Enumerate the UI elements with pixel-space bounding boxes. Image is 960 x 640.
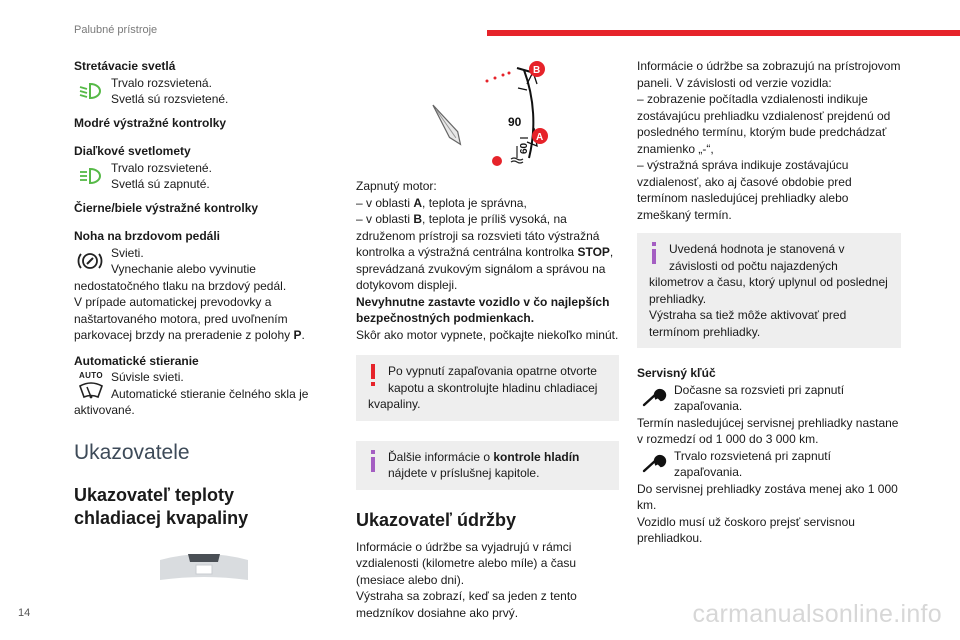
instrument-panel-icon: [158, 550, 250, 584]
wait-text: Skôr ako motor vypnete, počkajte niekoľko minút.: [356, 327, 619, 342]
service-key-text-1: Termín nasledujúcej servisnej prehliadky nastane v rozmedzí od 1 000 do 3 000 km.: [637, 415, 899, 446]
brake-line-1: Svieti.: [111, 245, 144, 260]
service-indicator-heading: Ukazovateľ údržby: [356, 509, 516, 530]
info-icon: [370, 450, 374, 477]
info-note-suffix: nájdete v príslušnej kapitole.: [388, 466, 540, 480]
info-value-line-3: Výstraha sa tiež môže aktivovať pred termínom prehliadky.: [649, 308, 847, 339]
temperature-gauge-heading: Ukazovateľ teploty chladiacej kvapaliny: [74, 484, 249, 528]
brake-p2-gear: P: [293, 328, 302, 342]
service-key-line-1: Dočasne sa rozsvieti pri zapnutí: [674, 382, 845, 397]
brake-line-2: Vynechanie alebo vyvinutie: [111, 262, 256, 276]
auto-wiper-icon: [76, 371, 106, 403]
high-beam-line-1: Trvalo rozsvietené.: [111, 160, 212, 175]
service-key-title: Servisný kľúč: [637, 366, 716, 380]
column-1: [74, 58, 317, 584]
info-note-levels: [356, 441, 619, 490]
page-number: 14: [18, 607, 31, 619]
stop-vehicle-text: Nevyhnutne zastavte vozidlo v čo najlepších bezpečnostných podmienkach.: [356, 294, 610, 325]
warning-exclamation-icon: [370, 364, 374, 391]
maintenance-text-2: – zobrazenie počítadla vzdialenosti indikuje zostávajúcu prehliadku vzdialenosť prejdenú od posledného termínu, ktorým bude predchádzať znamienko „-“,: [637, 92, 891, 156]
wiper-line-1: Súvisle svieti.: [111, 370, 184, 384]
service-text-1: Informácie o údržbe sa vyjadrujú v rámci vzdialenosti (kilometre alebo míle) a času (mesiace alebo dni).: [356, 539, 577, 587]
zone-b-letter: B: [413, 212, 423, 226]
service-key-entry-2: [637, 448, 901, 481]
info-value-line-2: kilometrov a času, ktorý uplynul od poslednej prehliadky.: [649, 275, 888, 306]
info-note-text: [368, 449, 611, 482]
low-beam-entry: [74, 75, 317, 108]
brake-title: Noha na brzdovom pedáli: [74, 229, 221, 243]
gauge-label-b: B: [533, 65, 541, 76]
info-note-prefix: Ďalšie informácie o: [388, 449, 494, 464]
warning-note: [356, 355, 619, 421]
blue-warning-heading: Modré výstražné kontrolky: [74, 115, 227, 130]
brake-paragraph-2: [74, 294, 317, 344]
stop-word: STOP: [577, 245, 610, 259]
wrench-icon: [641, 386, 667, 413]
warning-note-line-2: kvapaliny.: [368, 397, 421, 411]
wiper-line-3: aktivované.: [74, 403, 135, 417]
high-beam-entry: [74, 160, 317, 193]
warning-note-line-1: Po vypnutí zapaľovania opatrne otvorte kapotu a skontrolujte hladinu chladiacej: [388, 364, 598, 395]
high-beam-title: Diaľkové svetlomety: [74, 144, 191, 158]
auto-label: AUTO: [78, 371, 104, 380]
info-note-value: [637, 233, 901, 348]
zone-a-letter: A: [413, 195, 423, 210]
watermark: carmanualsonline.info: [692, 600, 942, 628]
header-accent-bar: [487, 30, 960, 36]
zone-b-prefix: – v oblasti: [356, 212, 414, 226]
gauge-label-a: A: [536, 132, 544, 143]
zone-b-text: [356, 211, 619, 294]
coolant-temperature-gauge: [409, 58, 609, 178]
zone-a-suffix: , teplota je správna,: [422, 195, 527, 210]
zone-b-body: , teplota je príliš vysoká, na združenom prístroji sa rozsvieti táto výstražná kontrolka a výstražná centrálna kontrolka: [356, 212, 600, 259]
gauge-tick-60: 60: [519, 142, 530, 154]
service-text-2: Výstraha sa zobrazí, keď sa jeden z tento medzníkov dosiahne ako prvý.: [356, 589, 577, 620]
service-key-line-4: zapaľovania.: [674, 465, 743, 479]
low-beam-line-1: Trvalo rozsvietená.: [111, 75, 212, 90]
bw-warning-heading: Čierne/biele výstražné kontrolky: [74, 200, 259, 215]
brake-p2-end: .: [301, 328, 305, 342]
maintenance-text-1: Informácie o údržbe sa zobrazujú na prístrojovom paneli. V závislosti od verzie vozidla:: [637, 59, 901, 90]
info-icon: [651, 242, 655, 269]
gauge-tick-90: 90: [508, 115, 522, 129]
running-head: Palubné prístroje: [74, 24, 158, 36]
low-beam-line-2: Svetlá sú rozsvietené.: [111, 92, 229, 106]
service-key-entry-1: [637, 382, 901, 415]
service-key-line-2: zapaľovania.: [674, 399, 743, 413]
wiper-title: Automatické stieranie: [74, 353, 199, 368]
brake-entry: [74, 245, 317, 278]
service-key-text-3: Vozidlo musí už čoskoro prejsť servisnou prehliadkou.: [637, 514, 855, 545]
brake-pedal-icon: [76, 249, 106, 273]
brake-line-3: nedostatočného tlaku na brzdový pedál.: [74, 278, 287, 293]
zone-a-text: [356, 195, 619, 212]
engine-on-text: Zapnutý motor:: [356, 179, 437, 193]
column-3: [637, 58, 901, 547]
service-key-line-3: Trvalo rozsvietená pri zapnutí: [674, 448, 831, 463]
gauges-heading: Ukazovatele: [74, 440, 190, 464]
high-beam-icon: [76, 166, 106, 190]
info-note-link: kontrole hladín: [493, 449, 580, 464]
service-key-text-2: Do servisnej prehliadky zostáva menej ako 1 000 km.: [637, 481, 898, 512]
zone-a-prefix: – v oblasti: [356, 195, 414, 210]
brake-p2-text: V prípade automatickej prevodovky a naštartovaného motora, pred uvoľnením parkovacej brzdy na preradenie z polohy: [74, 295, 294, 342]
low-beam-icon: [76, 81, 106, 105]
wiper-line-2: Automatické stieranie čelného skla je: [111, 386, 309, 401]
high-beam-line-2: Svetlá sú zapnuté.: [111, 177, 210, 191]
low-beam-title: Stretávacie svetlá: [74, 59, 176, 73]
maintenance-text-3: – výstražná správa indikuje zostávajúcu vzdialenosť, ako aj časové obdobie pred termínom nasledujúcej prehliadky alebo zmeškaný termín.: [637, 158, 852, 222]
zone-b-end: , sprevádzaná zvukovým signálom a správou na dotykovom displeji.: [356, 245, 614, 292]
wrench-icon: [641, 452, 667, 479]
wiper-entry: [74, 369, 317, 402]
info-value-line-1: Uvedená hodnota je stanovená v závislosti od počtu najazdených: [669, 242, 845, 273]
column-2: [356, 58, 619, 621]
